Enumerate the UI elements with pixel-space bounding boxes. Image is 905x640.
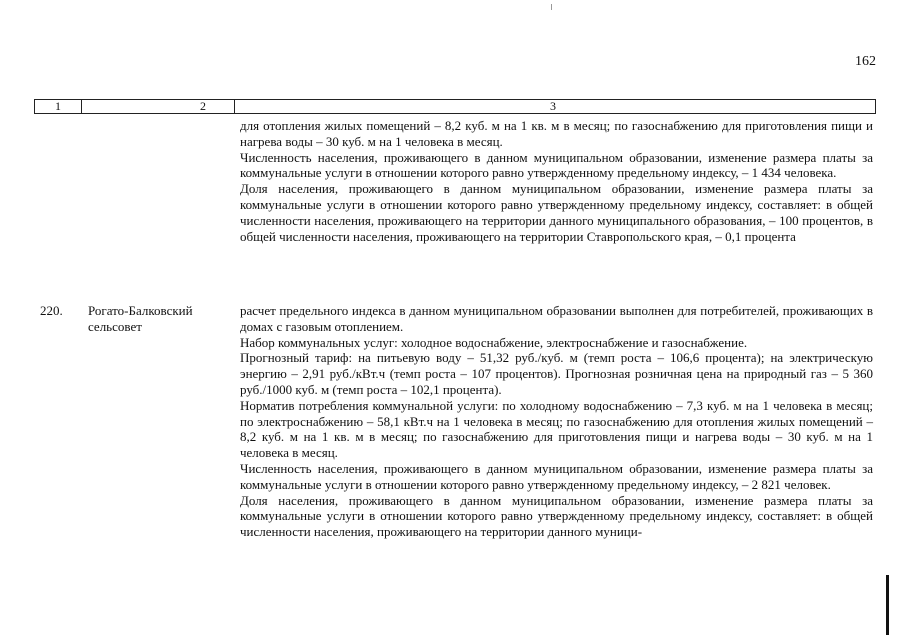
entry-description (240, 303, 873, 540)
paragraph: Численность населения, проживающего в данном муниципальном образовании, изменение размера платы за коммунальные услуги в отношении которого равно утвержденному предельному индексу, – 1 434 человека. (240, 149, 873, 181)
paragraph: Набор коммунальных услуг: холодное водоснабжение, электроснабжение и газоснабжение. (240, 334, 748, 350)
entry-number: 220. (40, 303, 63, 318)
scan-edge-mark (886, 575, 889, 635)
page-number: 162 (855, 54, 876, 69)
paragraph: расчет предельного индекса в данном муниципальном образовании выполнен для потребителей, проживающих в домах с газовым отоплением. (240, 303, 873, 334)
paragraph: Доля населения, проживающего в данном муниципальном образовании, изменение размера платы за коммунальные услуги в отношении которого равно утвержденному предельному индексу, составляет: в общей численности населения, проживающего на территории данного муниципального образования, – 100 процентов, в общей численности населения, проживающего на территории Ставропольского края, – 0,1 процента (240, 181, 873, 244)
table-header-row (34, 99, 876, 114)
paragraph: Прогнозный тариф: на питьевую воду – 51,32 руб./куб. м (темп роста – 106,6 процента); на электрическую энергию – 2,91 руб./кВт.ч (темп роста – 107 процентов). Прогнозная розничная цена на природный газ – 5 360 руб./1000 куб. м (темп роста – 102,1 процента). (240, 350, 873, 397)
scan-mark (551, 4, 552, 10)
paragraph: Доля населения, проживающего в данном муниципальном образовании, изменение размера платы за коммунальные услуги в отношении которого равно утвержденному предельному индексу, составляет: в общей численности населения, проживающего на территории данного муници- (240, 492, 873, 540)
header-col-1: 1 (35, 100, 82, 113)
continued-entry-text (240, 118, 873, 244)
paragraph: Норматив потребления коммунальной услуги: по холодному водоснабжению – 7,3 куб. м на 1 человека в месяц; по электроснабжению – 58,1 кВт.ч на 1 человека в месяц; по газоснабжению для отопления жилых помещений – 8,2 куб. м на 1 кв. м в месяц; по газоснабжению для приготовления пищи и нагрева воды – 30 куб. м на 1 человека в месяц. (240, 397, 873, 461)
header-col-3: 3 (550, 99, 556, 113)
municipality-name: Рогато-Балковский сельсовет (88, 303, 193, 334)
paragraph: Численность населения, проживающего в данном муниципальном образовании, изменение размера платы за коммунальные услуги в отношении которого равно утвержденному предельному индексу, – 2 821 человек. (240, 460, 873, 492)
paragraph: для отопления жилых помещений – 8,2 куб. м на 1 кв. м в месяц; по газоснабжению для приготовления пищи и нагрева воды – 30 куб. м на 1 человека в месяц. (240, 118, 873, 149)
header-col-2: 2 (82, 100, 235, 113)
